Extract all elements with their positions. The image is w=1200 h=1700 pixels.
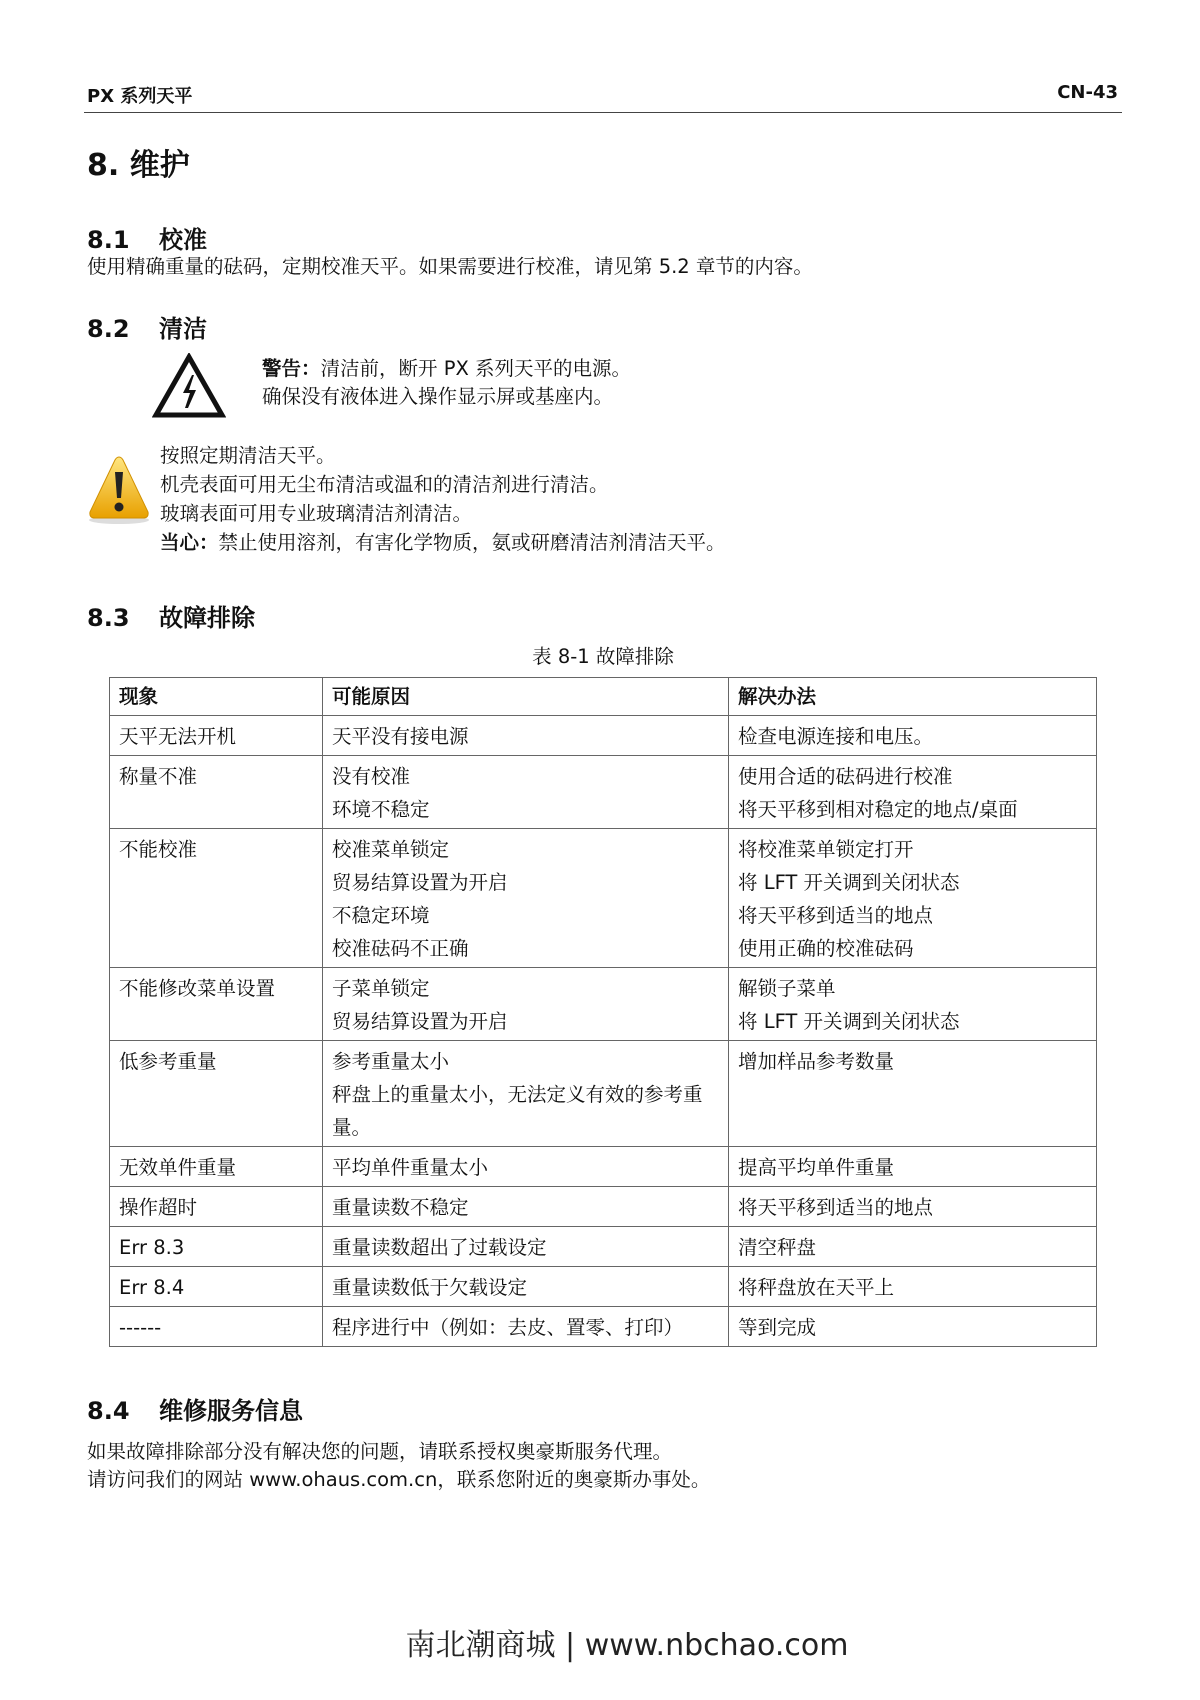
table-row: [110, 1267, 1097, 1307]
column-header: 解决办法: [729, 678, 1097, 716]
cause-cell: [323, 1187, 729, 1227]
cause-cell: [323, 1267, 729, 1307]
symptom-cell: [110, 756, 323, 829]
cause-cell: [323, 829, 729, 968]
caution-exclamation-icon: [86, 454, 152, 526]
section-8-3-heading: [87, 598, 255, 633]
remedy-cell: [729, 1267, 1097, 1307]
remedy-cell: [729, 1227, 1097, 1267]
service-line-2: 请访问我们的网站 www.ohaus.com.cn，联系您附近的奥豪斯办事处。: [87, 1468, 711, 1491]
cause-text: 重量读数超出了过载设定: [332, 1236, 547, 1259]
remedy-cell: [729, 716, 1097, 756]
remedy-text: 将天平移到适当的地点: [738, 1196, 934, 1219]
symptom-cell: [110, 716, 323, 756]
cause-cell: [323, 756, 729, 829]
symptom-cell: [110, 1227, 323, 1267]
caution-line-2: 机壳表面可用无尘布清洁或温和的清洁剂进行清洁。: [160, 473, 609, 496]
remedy-cell: [729, 829, 1097, 968]
remedy-cell: [729, 968, 1097, 1041]
header-divider: [84, 112, 1122, 113]
table-caption: 表 8-1 故障排除: [532, 645, 674, 668]
cause-text: 不稳定环境: [332, 904, 430, 927]
column-header: 可能原因: [323, 678, 729, 716]
section-title: 维修服务信息: [159, 1397, 303, 1425]
cause-text: 天平没有接电源: [332, 725, 469, 748]
remedy-cell: [729, 1307, 1097, 1347]
header-title: PX 系列天平: [87, 86, 193, 107]
section-8-4-heading: [87, 1391, 303, 1426]
remedy-text: 将天平移到适当的地点: [738, 904, 934, 927]
remedy-text: 清空秤盘: [738, 1236, 817, 1259]
remedy-cell: [729, 1041, 1097, 1147]
symptom-cell: [110, 829, 323, 968]
electric-shock-warning-icon: [152, 353, 226, 419]
remedy-text: 等到完成: [738, 1316, 817, 1339]
table-row: [110, 829, 1097, 968]
caution-label: 当心：: [160, 531, 219, 554]
symptom-text: Err 8.4: [119, 1276, 185, 1299]
caution-text: 禁止使用溶剂，有害化学物质，氨或研磨清洁剂清洁天平。: [218, 531, 726, 554]
remedy-text: 提高平均单件重量: [738, 1156, 895, 1179]
cause-cell: [323, 1227, 729, 1267]
symptom-cell: [110, 968, 323, 1041]
table-row: [110, 1187, 1097, 1227]
symptom-text: 天平无法开机: [119, 725, 237, 748]
warning-label: 警告：: [262, 357, 321, 380]
remedy-cell: [729, 1147, 1097, 1187]
cause-text: 没有校准: [332, 765, 411, 788]
cause-text: 平均单件重量太小: [332, 1156, 489, 1179]
cause-cell: [323, 1147, 729, 1187]
cause-cell: [323, 968, 729, 1041]
cause-text: 子菜单锁定: [332, 977, 430, 1000]
table-header-row: [110, 678, 1097, 716]
section-number: 8.3: [87, 604, 130, 632]
service-line-1: 如果故障排除部分没有解决您的问题，请联系授权奥豪斯服务代理。: [87, 1440, 673, 1463]
warning-line-2: 确保没有液体进入操作显示屏或基座内。: [262, 385, 614, 408]
section-title: 故障排除: [159, 604, 255, 632]
calibration-text: 使用精确重量的砝码，定期校准天平。如果需要进行校准，请见第 5.2 章节的内容。: [87, 255, 813, 278]
caution-line-4: [160, 529, 726, 557]
remedy-text: 使用正确的校准砝码: [738, 937, 914, 960]
table-row: [110, 1041, 1097, 1147]
warning-line-1: [262, 355, 631, 383]
section-number: 8.2: [87, 315, 130, 343]
section-title: 清洁: [159, 315, 207, 343]
page-number: CN-43: [1057, 82, 1118, 103]
section-8-1-heading: [87, 220, 207, 255]
symptom-cell: [110, 1307, 323, 1347]
symptom-cell: [110, 1147, 323, 1187]
table-row: [110, 1147, 1097, 1187]
remedy-cell: [729, 1187, 1097, 1227]
remedy-text: 将 LFT 开关调到关闭状态: [738, 1010, 960, 1033]
symptom-cell: [110, 1187, 323, 1227]
cause-text: 贸易结算设置为开启: [332, 871, 508, 894]
symptom-text: 低参考重量: [119, 1050, 217, 1073]
cause-text: 环境不稳定: [332, 798, 430, 821]
section-number: 8.1: [87, 226, 130, 254]
chapter-title: 8. 维护: [87, 148, 190, 183]
cause-text: 参考重量太小: [332, 1050, 450, 1073]
remedy-text: 将秤盘放在天平上: [738, 1276, 895, 1299]
symptom-cell: [110, 1041, 323, 1147]
symptom-text: Err 8.3: [119, 1236, 185, 1259]
section-number: 8.4: [87, 1397, 130, 1425]
table-row: [110, 1227, 1097, 1267]
symptom-text: ------: [119, 1316, 162, 1339]
section-title: 校准: [159, 226, 207, 254]
remedy-text: 增加样品参考数量: [738, 1050, 895, 1073]
cause-text: 校准砝码不正确: [332, 937, 469, 960]
cause-text: 程序进行中（例如：去皮、置零、打印）: [332, 1316, 684, 1339]
caution-line-1: 按照定期清洁天平。: [160, 444, 336, 467]
cause-cell: [323, 716, 729, 756]
symptom-cell: [110, 1267, 323, 1307]
symptom-text: 不能校准: [119, 838, 198, 861]
table-row: [110, 716, 1097, 756]
remedy-text: 检查电源连接和电压。: [738, 725, 934, 748]
remedy-text: 使用合适的砝码进行校准: [738, 765, 953, 788]
cause-text: 校准菜单锁定: [332, 838, 450, 861]
warning-text: 清洁前，断开 PX 系列天平的电源。: [320, 357, 632, 380]
cause-text: 重量读数低于欠载设定: [332, 1276, 528, 1299]
caution-line-3: 玻璃表面可用专业玻璃清洁剂清洁。: [160, 502, 473, 525]
symptom-text: 不能修改菜单设置: [119, 977, 276, 1000]
footer-watermark: 南北潮商城 | www.nbchao.com: [405, 1628, 849, 1663]
cause-text: 贸易结算设置为开启: [332, 1010, 508, 1033]
remedy-text: 将校准菜单锁定打开: [738, 838, 914, 861]
cause-text: 重量读数不稳定: [332, 1196, 469, 1219]
cause-text: 秤盘上的重量太小，无法定义有效的参考重量。: [332, 1083, 703, 1139]
table-row: [110, 756, 1097, 829]
remedy-text: 将天平移到相对稳定的地点/桌面: [738, 798, 1018, 821]
cause-cell: [323, 1041, 729, 1147]
remedy-text: 将 LFT 开关调到关闭状态: [738, 871, 960, 894]
section-8-2-heading: [87, 309, 207, 344]
symptom-text: 称量不准: [119, 765, 198, 788]
cause-cell: [323, 1307, 729, 1347]
symptom-text: 无效单件重量: [119, 1156, 237, 1179]
symptom-text: 操作超时: [119, 1196, 198, 1219]
table-row: [110, 1307, 1097, 1347]
remedy-text: 解锁子菜单: [738, 977, 836, 1000]
troubleshooting-table: [109, 677, 1097, 1347]
remedy-cell: [729, 756, 1097, 829]
table-row: [110, 968, 1097, 1041]
column-header: 现象: [110, 678, 323, 716]
